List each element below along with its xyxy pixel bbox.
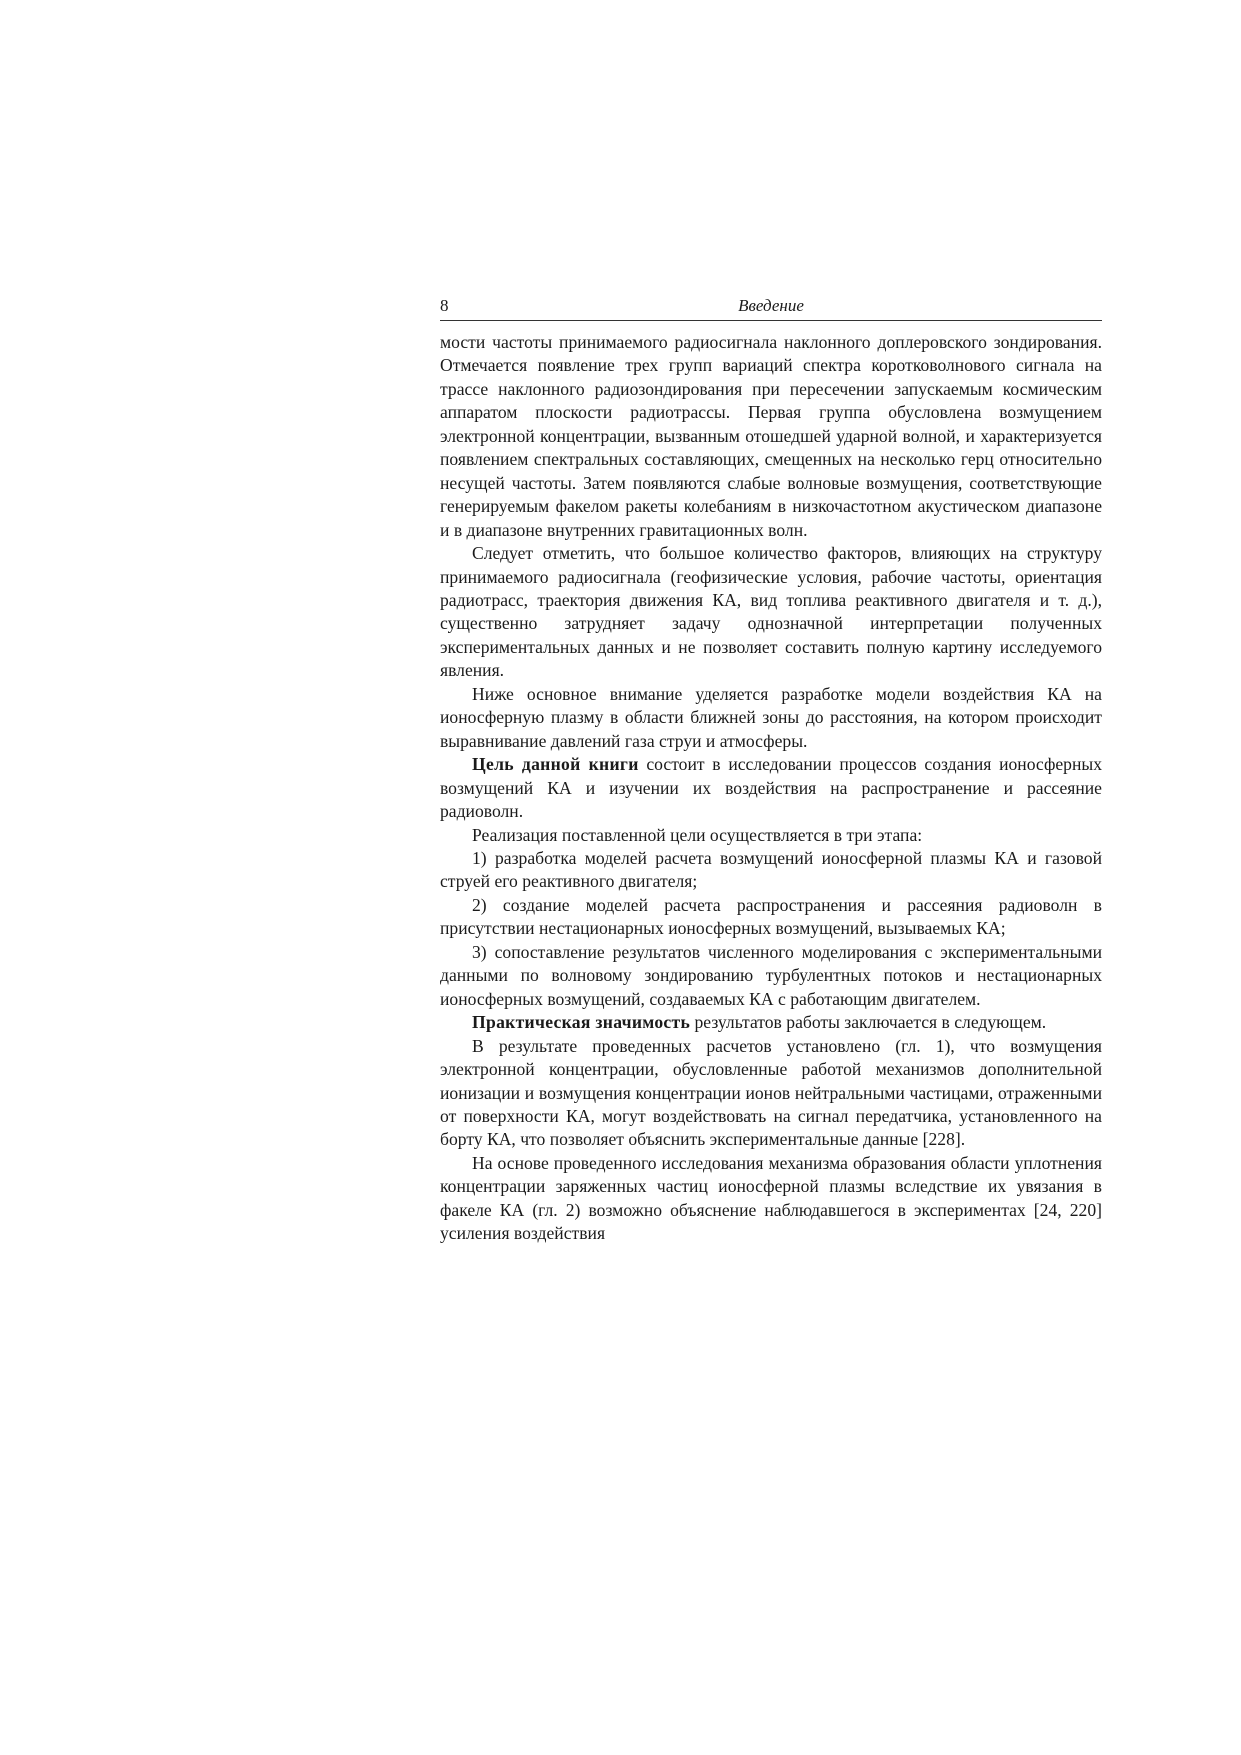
paragraph-continuation — [440, 331, 1102, 542]
paragraph-text: В результате проведенных расчетов установлено (гл. 1), что возмущения электронной концентрации, обусловленные работой механизмов дополнительной ионизации и возмущения концентрации ионов нейтральными частицами, отраженными от поверхности КА, могут воздействовать на сигнал передатчика, установленного на борту КА, что позволяет объяснить экспериментальные данные [228]. — [440, 1035, 1102, 1150]
paragraph — [440, 542, 1102, 683]
paragraph-text: Реализация поставленной цели осуществляется в три этапа: — [472, 824, 923, 845]
paragraph-text: Ниже основное внимание уделяется разработке модели воздействия КА на ионосферную плазму в области ближней зоны до расстояния, на котором происходит выравнивание давлений газа струи и атмосферы. — [440, 683, 1102, 751]
list-item — [440, 941, 1102, 1011]
book-page — [440, 296, 1102, 1246]
list-item-text: 3) сопоставление результатов численного моделирования с экспериментальными данными по волновому зондированию турбулентных потоков и нестационарных ионосферных возмущений, создаваемых КА с работающим двигателем. — [440, 941, 1102, 1009]
paragraph-text: На основе проведенного исследования механизма образования области уплотнения концентрации заряженных частиц ионосферной плазмы вследствие их увязания в факеле КА (гл. 2) возможно объяснение наблюдавшегося в экспериментах [24, 220] усиления воздействия — [440, 1152, 1102, 1244]
list-item-text: 2) создание моделей расчета распространения и рассеяния радиоволн в присутствии нестационарных ионосферных возмущений, вызываемых КА; — [440, 894, 1102, 939]
list-item — [440, 847, 1102, 894]
page-number: 8 — [440, 296, 449, 315]
running-head — [440, 296, 1102, 321]
paragraph-practical-significance — [440, 1011, 1102, 1034]
body-text — [440, 331, 1102, 1246]
chapter-title: Введение — [738, 296, 804, 315]
paragraph-text: Следует отметить, что большое количество факторов, влияющих на структуру принимаемого радиосигнала (геофизические условия, рабочие частоты, ориентация радиотрасс, траектория движения КА, вид топлива реактивного двигателя и т. д.), существенно затрудняет задачу однозначной интерпретации полученных экспериментальных данных и не позволяет составить полную картину исследуемого явления. — [440, 543, 1102, 681]
paragraph — [440, 1152, 1102, 1246]
list-item-text: 1) разработка моделей расчета возмущений ионосферной плазмы КА и газовой струей его реактивного двигателя; — [440, 847, 1102, 892]
paragraph — [440, 683, 1102, 753]
list-item — [440, 894, 1102, 941]
paragraph-text: состоит в исследовании процессов создания ионосферных возмущений КА и изучении их воздействия на распространение и рассеяние радиоволн. — [440, 754, 1102, 822]
paragraph-text: результатов работы заключается в следующем. — [690, 1012, 1047, 1033]
paragraph — [440, 824, 1102, 847]
paragraph-text: мости частоты принимаемого радиосигнала наклонного доплеровского зондирования. Отмечается появление трех групп вариаций спектра коротковолнового сигнала на трассе наклонного радиозондирования при пересечении запускаемым космическим аппаратом плоскости радиотрассы. Первая группа обусловлена возмущением электронной концентрации, вызванным отошедшей ударной волной, и характеризуется появлением спектральных составляющих, смещенных на несколько герц относительно несущей частоты. Затем появляются слабые волновые возмущения, соответствующие генерируемым факелом ракеты колебаниям в низкочастотном акустическом диапазоне и в диапазоне внутренних гравитационных волн. — [440, 332, 1102, 540]
paragraph — [440, 1035, 1102, 1152]
bold-term: Цель данной книги — [472, 754, 639, 775]
bold-term: Практическая значимость — [472, 1012, 691, 1033]
paragraph-book-goal — [440, 753, 1102, 823]
